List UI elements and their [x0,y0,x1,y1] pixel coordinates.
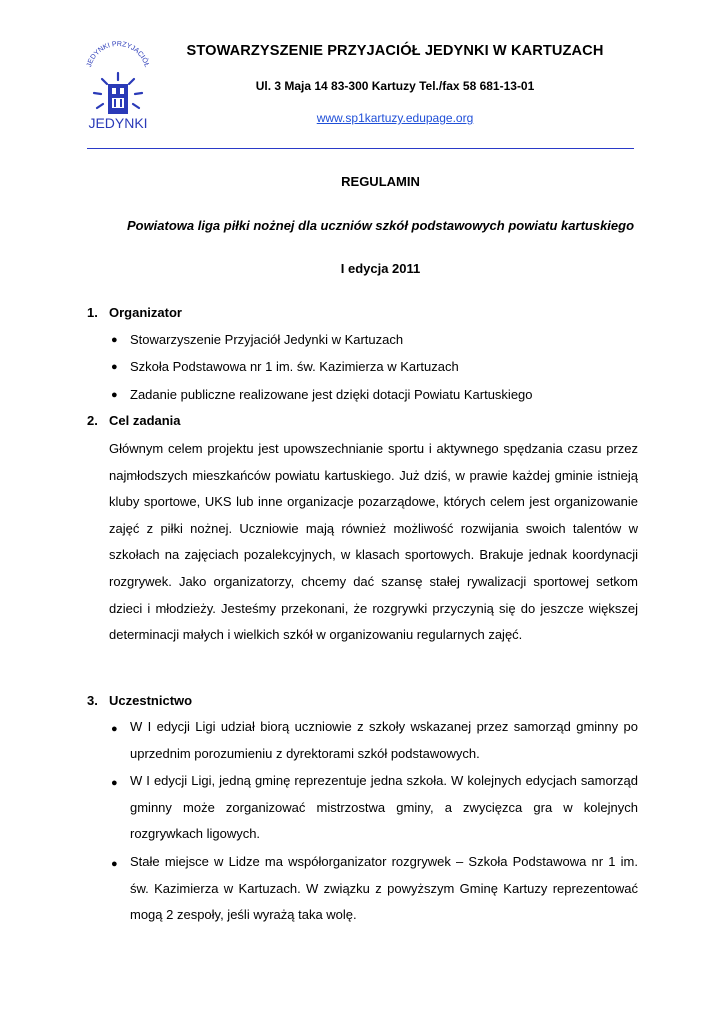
list-item: Stałe miejsce w Lidze ma współorganizator rozgrywek – Szkoła Podstawowa nr 1 im. św. Kazimierza w Kartuzach. W związku z powyższym Gminę Kartuzy reprezentować mogą 2 zespoły, jeśli wyrażą taka wolę. [130,854,638,923]
section-title: Organizator [109,305,182,320]
document-title: REGULAMIN [341,174,420,189]
list-item: W I edycji Ligi, jedną gminę reprezentuje jedna szkoła. W kolejnych edycjach samorząd gminny może zorganizować mistrzostwa gminy, a zwycięzca gra w kolejnych rozgrywkach ligowych. [130,773,638,842]
website-link[interactable]: www.sp1kartuzy.edupage.org [316,111,474,125]
logo-text: JEDYNKI [88,115,148,131]
list-item: Zadanie publiczne realizowane jest dzięki dotacji Powiatu Kartuskiego [130,387,533,402]
section-title: Uczestnictwo [109,693,193,708]
header-divider [87,148,634,149]
svg-text:JEDYNKI PRZYJACIÓŁ [86,41,151,68]
organization-address: Ul. 3 Maja 14 83-300 Kartuzy Tel./fax 58 681-13-01 [255,79,535,93]
section-number: 1. [87,305,98,320]
section-paragraph: Głównym celem projektu jest upowszechnianie sportu i aktywnego spędzania czasu przez najmłodszych mieszkańców powiatu kartuskiego. Już dziś, w prawie każdej gminie istnieją kluby sportowe, UKS lub inne organizacje pozarządowe, których celem jest organizowanie zajęć z piłki nożnej. Uczniowie mają również możliwość rozwijania swoich talentów w szkołach na zajęciach pozalekcyjnych, w klasach sportowych. Brakuje jednak koordynacji rozgrywek. Jako organizatorzy, chcemy dać szansę stałej rywalizacji sportowej setkom dzieci i młodzieży. Jesteśmy przekonani, że rozgrywki przyczynią się do jeszcze większej determinacji małych i wielkich szkół w organizowaniu regularnych zajęć. [109,441,638,643]
list-item: Szkoła Podstawowa nr 1 im. św. Kazimierza w Kartuzach [130,359,459,374]
bullet-icon: ● [111,777,118,789]
bullet-icon: ● [111,361,118,373]
bullet-icon: ● [111,389,118,401]
bullet-icon: ● [111,723,118,735]
document-subtitle: Powiatowa liga piłki nożnej dla uczniów szkół podstawowych powiatu kartuskiego [126,218,635,233]
bullet-icon: ● [111,858,118,870]
organization-logo [82,40,154,132]
section-title: Cel zadania [109,413,181,428]
section-number: 2. [87,413,98,428]
document-edition: I edycja 2011 [340,261,421,276]
list-item: Stowarzyszenie Przyjaciół Jedynki w Kartuzach [130,332,404,347]
bullet-icon: ● [111,334,118,346]
logo-arc-text: JEDYNKI PRZYJACIÓŁ [85,40,151,69]
organization-name: STOWARZYSZENIE PRZYJACIÓŁ JEDYNKI W KARTUZACH [186,43,604,59]
section-number: 3. [87,693,98,708]
list-item: W I edycji Ligi udział biorą uczniowie z szkoły wskazanej przez samorząd gminny po uprzednim porozumieniu z dyrektorami szkół podstawowych. [130,719,638,761]
